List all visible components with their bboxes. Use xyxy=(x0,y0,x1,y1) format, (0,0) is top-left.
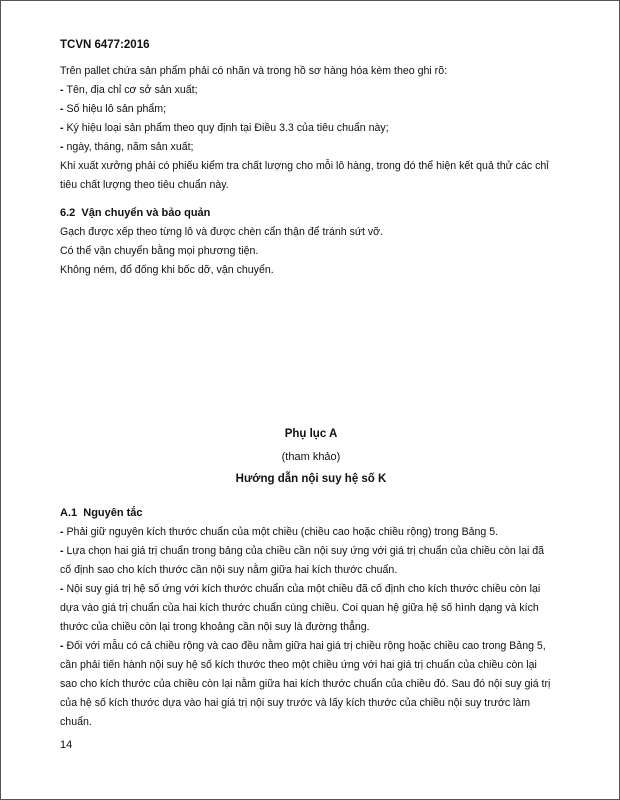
list-item: - Ký hiệu loại sản phẩm theo quy định tại Điều 3.3 của tiêu chuẩn này; xyxy=(60,122,389,134)
list-item-continuation: của hệ số kích thước dựa vào hai giá trị nội suy trước và lấy kích thước của chiều nội suy trước làm xyxy=(60,697,531,709)
list-item-continuation: cố định sao cho kích thước cần nội suy nằm giữa hai kích thước chuẩn. xyxy=(60,564,398,576)
section-title: Nguyên tắc xyxy=(83,507,143,519)
list-item: - Tên, địa chỉ cơ sở sản xuất; xyxy=(60,84,198,96)
bullet-marker: - xyxy=(60,545,64,557)
list-item-continuation: cần phải tiến hành nội suy hệ số kích thước theo một chiều ứng với hai giá trị chuẩn của chiều còn lại xyxy=(60,659,537,671)
appendix-title: Phụ lục A xyxy=(284,428,338,440)
list-item-text: Nội suy giá trị hệ số ứng với kích thước chuẩn của một chiều đã cố định cho kích thước chiều còn lại xyxy=(66,583,541,595)
list-item-continuation: thước của chiều còn lại trong khoảng cần nội suy là đường thẳng. xyxy=(60,621,370,633)
intro-closing-line: Khi xuất xưởng phải có phiếu kiểm tra chất lượng cho mỗi lô hàng, trong đó thể hiện kết quả thử các chỉ xyxy=(60,160,549,172)
bullet-marker: - xyxy=(60,640,64,652)
standard-code: TCVN 6477:2016 xyxy=(60,39,150,51)
page-number: 14 xyxy=(60,739,73,751)
list-item-continuation: dựa vào giá trị chuẩn của hai kích thước chuẩn cùng chiều. Coi quan hệ giữa hệ số hình dạng và kích xyxy=(60,602,539,614)
appendix-subtitle: (tham khảo) xyxy=(281,451,341,463)
section-transport-storage xyxy=(60,204,579,280)
section-number: 6.2 xyxy=(60,207,76,219)
list-item-text: Tên, địa chỉ cơ sở sản xuất; xyxy=(66,84,198,96)
labeling-requirements xyxy=(60,62,579,195)
list-item xyxy=(60,637,579,656)
intro-closing-line: tiêu chất lượng theo tiêu chuẩn này. xyxy=(60,179,229,191)
list-item-text: Phải giữ nguyên kích thước chuẩn của một chiều (chiều cao hoặc chiều rộng) trong Bảng 5. xyxy=(66,526,499,538)
list-item-continuation: chuẩn. xyxy=(60,716,92,728)
appendix-heading: Hướng dẫn nội suy hệ số K xyxy=(235,473,387,485)
list-item: - ngày, tháng, năm sản xuất; xyxy=(60,141,194,153)
list-item-text: Lựa chọn hai giá trị chuẩn trong bảng của chiều cần nội suy ứng với giá trị chuẩn của chiều còn lại đã xyxy=(66,545,545,557)
section-principles xyxy=(60,504,579,732)
list-item xyxy=(60,523,579,542)
section-number: A.1 xyxy=(60,507,78,519)
list-item-text: Số hiệu lô sản phẩm; xyxy=(66,103,167,115)
list-item-text: Đối với mẫu có cả chiều rộng và cao đều nằm giữa hai giá trị chiều rộng hoặc chiều cao trong Bảng 5, xyxy=(66,640,546,652)
bullet-marker: - xyxy=(60,583,64,595)
intro-lead: Trên pallet chứa sản phẩm phải có nhãn và trong hồ sơ hàng hóa kèm theo ghi rõ: xyxy=(60,65,448,77)
list-item-continuation: sao cho kích thước của chiều còn lại nằm giữa hai kích thước chuẩn của chiều đó. Sau đó nội suy giá trị xyxy=(60,678,551,690)
section-heading xyxy=(60,204,579,223)
section-title: Vận chuyển và bảo quản xyxy=(81,207,211,219)
list-item xyxy=(60,580,579,599)
section-heading xyxy=(60,504,579,523)
list-item xyxy=(60,542,579,561)
paragraph-line: Gạch được xếp theo từng lô và được chèn cẩn thận để tránh sứt vỡ. xyxy=(60,226,384,238)
paragraph-line: Không ném, đổ đống khi bốc dỡ, vận chuyển. xyxy=(60,264,274,276)
paragraph-line: Có thể vận chuyển bằng mọi phương tiện. xyxy=(60,245,259,257)
list-item-text: Ký hiệu loại sản phẩm theo quy định tại Điều 3.3 của tiêu chuẩn này; xyxy=(66,122,389,134)
bullet-marker: - xyxy=(60,526,64,538)
list-item-text: ngày, tháng, năm sản xuất; xyxy=(66,141,194,153)
list-item: - Số hiệu lô sản phẩm; xyxy=(60,103,167,115)
